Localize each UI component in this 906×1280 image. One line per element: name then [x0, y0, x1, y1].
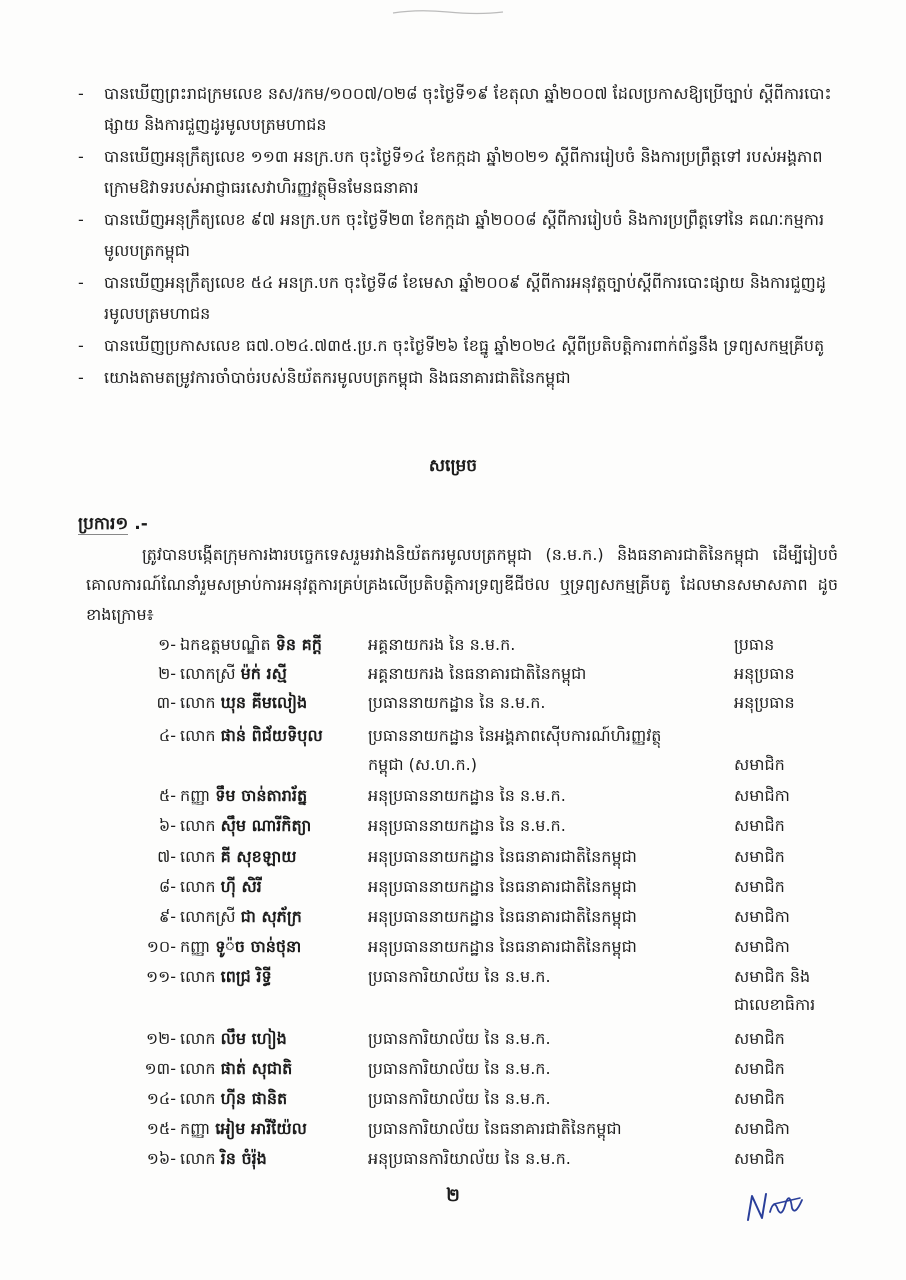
member-role: សមាជិក [734, 877, 785, 896]
member-role: សមាជិកា [734, 907, 790, 926]
member-name: អៀម អារីយ៉ែល [215, 1119, 307, 1138]
member-title: លោក [180, 693, 216, 712]
member-position: អនុប្រធាននាយកដ្ឋាន នៃ ន.ម.ក. [368, 816, 566, 835]
member-name: ហ៊ី សិរី [220, 877, 262, 896]
member-number: ៧- [157, 847, 176, 866]
handwritten-initials-signature [740, 1188, 810, 1226]
member-number: ១២- [146, 1029, 176, 1048]
member-row [132, 781, 852, 810]
member-name: ស៊ឹម ណារីកិត្យា [220, 816, 312, 835]
scan-mark [388, 6, 508, 20]
article-suffix: .- [128, 514, 148, 534]
member-row [132, 721, 852, 750]
member-name: ទូ៉ច ចាន់ថុនា [215, 937, 302, 956]
member-name: ឃុន គីមលៀង [220, 693, 308, 712]
member-number: ៨- [158, 877, 176, 896]
member-position: អនុប្រធានការិយាល័យ នៃ ន.ម.ក. [368, 1149, 571, 1168]
member-row [132, 842, 852, 871]
member-title: លោក [180, 726, 216, 745]
member-role: សមាជិក និង [734, 967, 811, 986]
member-row [132, 872, 852, 901]
member-role: សមាជិក [734, 1029, 785, 1048]
member-role-continuation: ជាលេខាធិការ [734, 995, 816, 1014]
member-title: លោក [180, 1059, 216, 1078]
member-name: ពេជ្រ រិទ្ធី [220, 967, 272, 986]
preamble-item: - យោងតាមតម្រូវការចាំបាច់របស់និយ័តករមូលបត្រកម្ពុជា និងធនាគារជាតិនៃកម្ពុជា [78, 368, 571, 387]
member-row [132, 962, 852, 991]
member-title: លោក [180, 1029, 216, 1048]
member-position-continuation: កម្ពុជា (ស.ហ.ក.) [368, 755, 477, 774]
member-name: រិន ចំរ៉ុង [220, 1149, 267, 1168]
member-role: សមាជិក [734, 1089, 785, 1108]
member-title: លោកស្រី [180, 664, 236, 683]
member-title: កញ្ញា [180, 786, 211, 805]
article-paragraph: ត្រូវបានបង្កើតក្រុមការងារបច្ចេកទេសរួមរវាងនិយ័តករមូលបត្រកម្ពុជា (ន.ម.ក.) និងធនាគារជាតិនៃកម្ពុជា ដើម្បីរៀបចំគោលការណ៍ណែនាំរួមសម្រាប់ការអនុវត្តការគ្រប់គ្រងលើប្រតិបត្តិការទ្រព្យឌីជីថល ឬទ្រព្យសកម្មគ្រីបតូ ដែលមានសមាសភាព ដូចខាងក្រោម៖ [86, 545, 838, 624]
member-row [132, 1144, 852, 1173]
member-role: សមាជិកា [734, 1119, 790, 1138]
member-position: អនុប្រធាននាយកដ្ឋាន នៃធនាគារជាតិនៃកម្ពុជា [368, 907, 637, 926]
member-position: អនុប្រធាននាយកដ្ឋាន នៃធនាគារជាតិនៃកម្ពុជា [368, 877, 637, 896]
member-role: សមាជិក [734, 847, 785, 866]
member-number: ១- [158, 635, 176, 654]
member-name: ហ៊ីន ផានិត [220, 1089, 288, 1108]
member-position: ប្រធាននាយកដ្ឋាន នៃអង្គភាពស៊ើបការណ៍ហិរញ្ញវត្ថុ [368, 726, 662, 745]
member-row [132, 902, 852, 931]
member-title: លោក [180, 967, 216, 986]
preamble-list [78, 78, 838, 394]
member-role: សមាជិកា [734, 937, 790, 956]
member-name: ផាន់ ពិជ័យទិបុល [220, 726, 323, 745]
member-title: លោក [180, 877, 216, 896]
member-position: អនុប្រធាននាយកដ្ឋាន នៃ ន.ម.ក. [368, 786, 566, 805]
member-row [132, 1024, 852, 1053]
article-label: ប្រការ១ [78, 514, 129, 534]
member-title: ឯកឧត្តមបណ្ឌិត [180, 635, 271, 654]
member-number: ៦- [158, 816, 176, 835]
member-row [132, 1084, 852, 1113]
preamble-item: - បានឃើញព្រះរាជក្រមលេខ នស/រកម/១០០៧/០២៨ ចុះថ្ងៃទី១៩ ខែតុលា ឆ្នាំ២០០៧ ដែលប្រកាសឱ្យប្រើច្បាប់ ស្ដីពីការបោះផ្សាយ និងការជួញដូរមូលបត្រមហាជន [78, 84, 832, 134]
member-position: ប្រធានការិយាល័យ នៃ ន.ម.ក. [368, 1029, 551, 1048]
member-name: ម៉ក់ រស្មី [240, 664, 287, 683]
member-title: លោក [180, 1089, 216, 1108]
member-row-continuation [132, 990, 852, 1019]
member-row [132, 659, 852, 688]
preamble-item: - បានឃើញអនុក្រឹត្យលេខ ៥៤ អនក្រ.បក ចុះថ្ងៃទី៨ ខែមេសា ឆ្នាំ២០០៩ ស្ដីពីការអនុវត្តច្បាប់ស្ដីពីការបោះផ្សាយ និងការជួញដូរមូលបត្រមហាជន [78, 273, 826, 323]
member-row [132, 1114, 852, 1143]
member-row-continuation [132, 750, 852, 779]
member-number: ១០- [146, 937, 176, 956]
member-position: អគ្គនាយករង នៃធនាគារជាតិនៃកម្ពុជា [368, 664, 587, 683]
member-position: ប្រធាននាយកដ្ឋាន នៃ ន.ម.ក. [368, 693, 546, 712]
member-number: ៤- [158, 726, 176, 745]
member-name: គី សុខឡាយ [220, 847, 297, 866]
preamble-item: - បានឃើញអនុក្រឹត្យលេខ ១១៣ អនក្រ.បក ចុះថ្ងៃទី១៤ ខែកក្កដា ឆ្នាំ២០២១ ស្ដីពីការរៀបចំ និងការប្រព្រឹត្តទៅ របស់អង្គភាពក្រោមឱវាទរបស់អាជ្ញាធរសេវាហិរញ្ញវត្ថុមិនមែនធនាគារ [78, 147, 823, 197]
member-title: លោកស្រី [180, 907, 236, 926]
member-row [132, 630, 852, 659]
member-position: អនុប្រធាននាយកដ្ឋាន នៃធនាគារជាតិនៃកម្ពុជា [368, 937, 637, 956]
member-number: ១១- [146, 967, 176, 986]
member-number: ៣- [156, 693, 176, 712]
member-number: ១៤- [146, 1089, 176, 1108]
member-position: អគ្គនាយករង នៃ ន.ម.ក. [368, 635, 516, 654]
member-position: ប្រធានការិយាល័យ នៃ ន.ម.ក. [368, 1059, 551, 1078]
member-title: លោក [180, 847, 216, 866]
preamble-item: - បានឃើញប្រកាសលេខ ធ៧.០២៤.៧៣៥.ប្រ.ក ចុះថ្ងៃទី២៦ ខែធ្នូ ឆ្នាំ២០២៤ ស្ដីពីប្រតិបត្តិការពាក់ព័ន្ធនឹង ទ្រព្យសកម្មគ្រីបតូ [78, 336, 825, 355]
member-name: ទឹម ចាន់តារារ័ត្ន [215, 786, 308, 805]
preamble-item: - បានឃើញអនុក្រឹត្យលេខ ៩៧ អនក្រ.បក ចុះថ្ងៃទី២៣ ខែកក្កដា ឆ្នាំ២០០៨ ស្ដីពីការរៀបចំ និងការប្រព្រឹត្តទៅនៃ គណៈកម្មការមូលបត្រកម្ពុជា [78, 210, 825, 260]
member-position: ប្រធានការិយាល័យ នៃ ន.ម.ក. [368, 967, 551, 986]
member-name: ជា សុភ័ក្រ [240, 907, 302, 926]
member-role: ប្រធាន [734, 635, 775, 654]
member-number: ៥- [158, 786, 176, 805]
member-name: ទិន គក្ដី [275, 635, 322, 654]
member-position: ប្រធានការិយាល័យ នៃធនាគារជាតិនៃកម្ពុជា [368, 1119, 622, 1138]
member-name: លឹម ហៀង [220, 1029, 287, 1048]
member-role: សមាជិក [734, 1059, 785, 1078]
article-heading [78, 509, 148, 539]
member-position: អនុប្រធាននាយកដ្ឋាន នៃធនាគារជាតិនៃកម្ពុជា [368, 847, 637, 866]
member-title: កញ្ញា [180, 1119, 211, 1138]
member-number: ១៣- [144, 1059, 176, 1078]
member-title: លោក [180, 816, 216, 835]
member-row [132, 932, 852, 961]
member-number: ១៥- [146, 1119, 176, 1138]
member-number: ២- [158, 664, 176, 683]
member-role: អនុប្រធាន [734, 693, 795, 712]
member-role: សមាជិក [734, 755, 785, 774]
member-row [132, 688, 852, 717]
member-position: ប្រធានការិយាល័យ នៃ ន.ម.ក. [368, 1089, 551, 1108]
member-role: សមាជិក [734, 1149, 785, 1168]
decision-heading: សម្រេច [428, 456, 478, 476]
member-title: កញ្ញា [180, 937, 211, 956]
member-row [132, 1054, 852, 1083]
member-role: សមាជិកា [734, 786, 790, 805]
member-number: ៩- [158, 907, 176, 926]
member-role: អនុប្រធាន [734, 664, 795, 683]
page-number: ២ [446, 1185, 460, 1206]
member-number: ១៦- [146, 1149, 176, 1168]
member-title: លោក [180, 1149, 216, 1168]
member-row [132, 811, 852, 840]
member-role: សមាជិក [734, 816, 785, 835]
member-name: ផាត់ សុជាតិ [220, 1059, 293, 1078]
